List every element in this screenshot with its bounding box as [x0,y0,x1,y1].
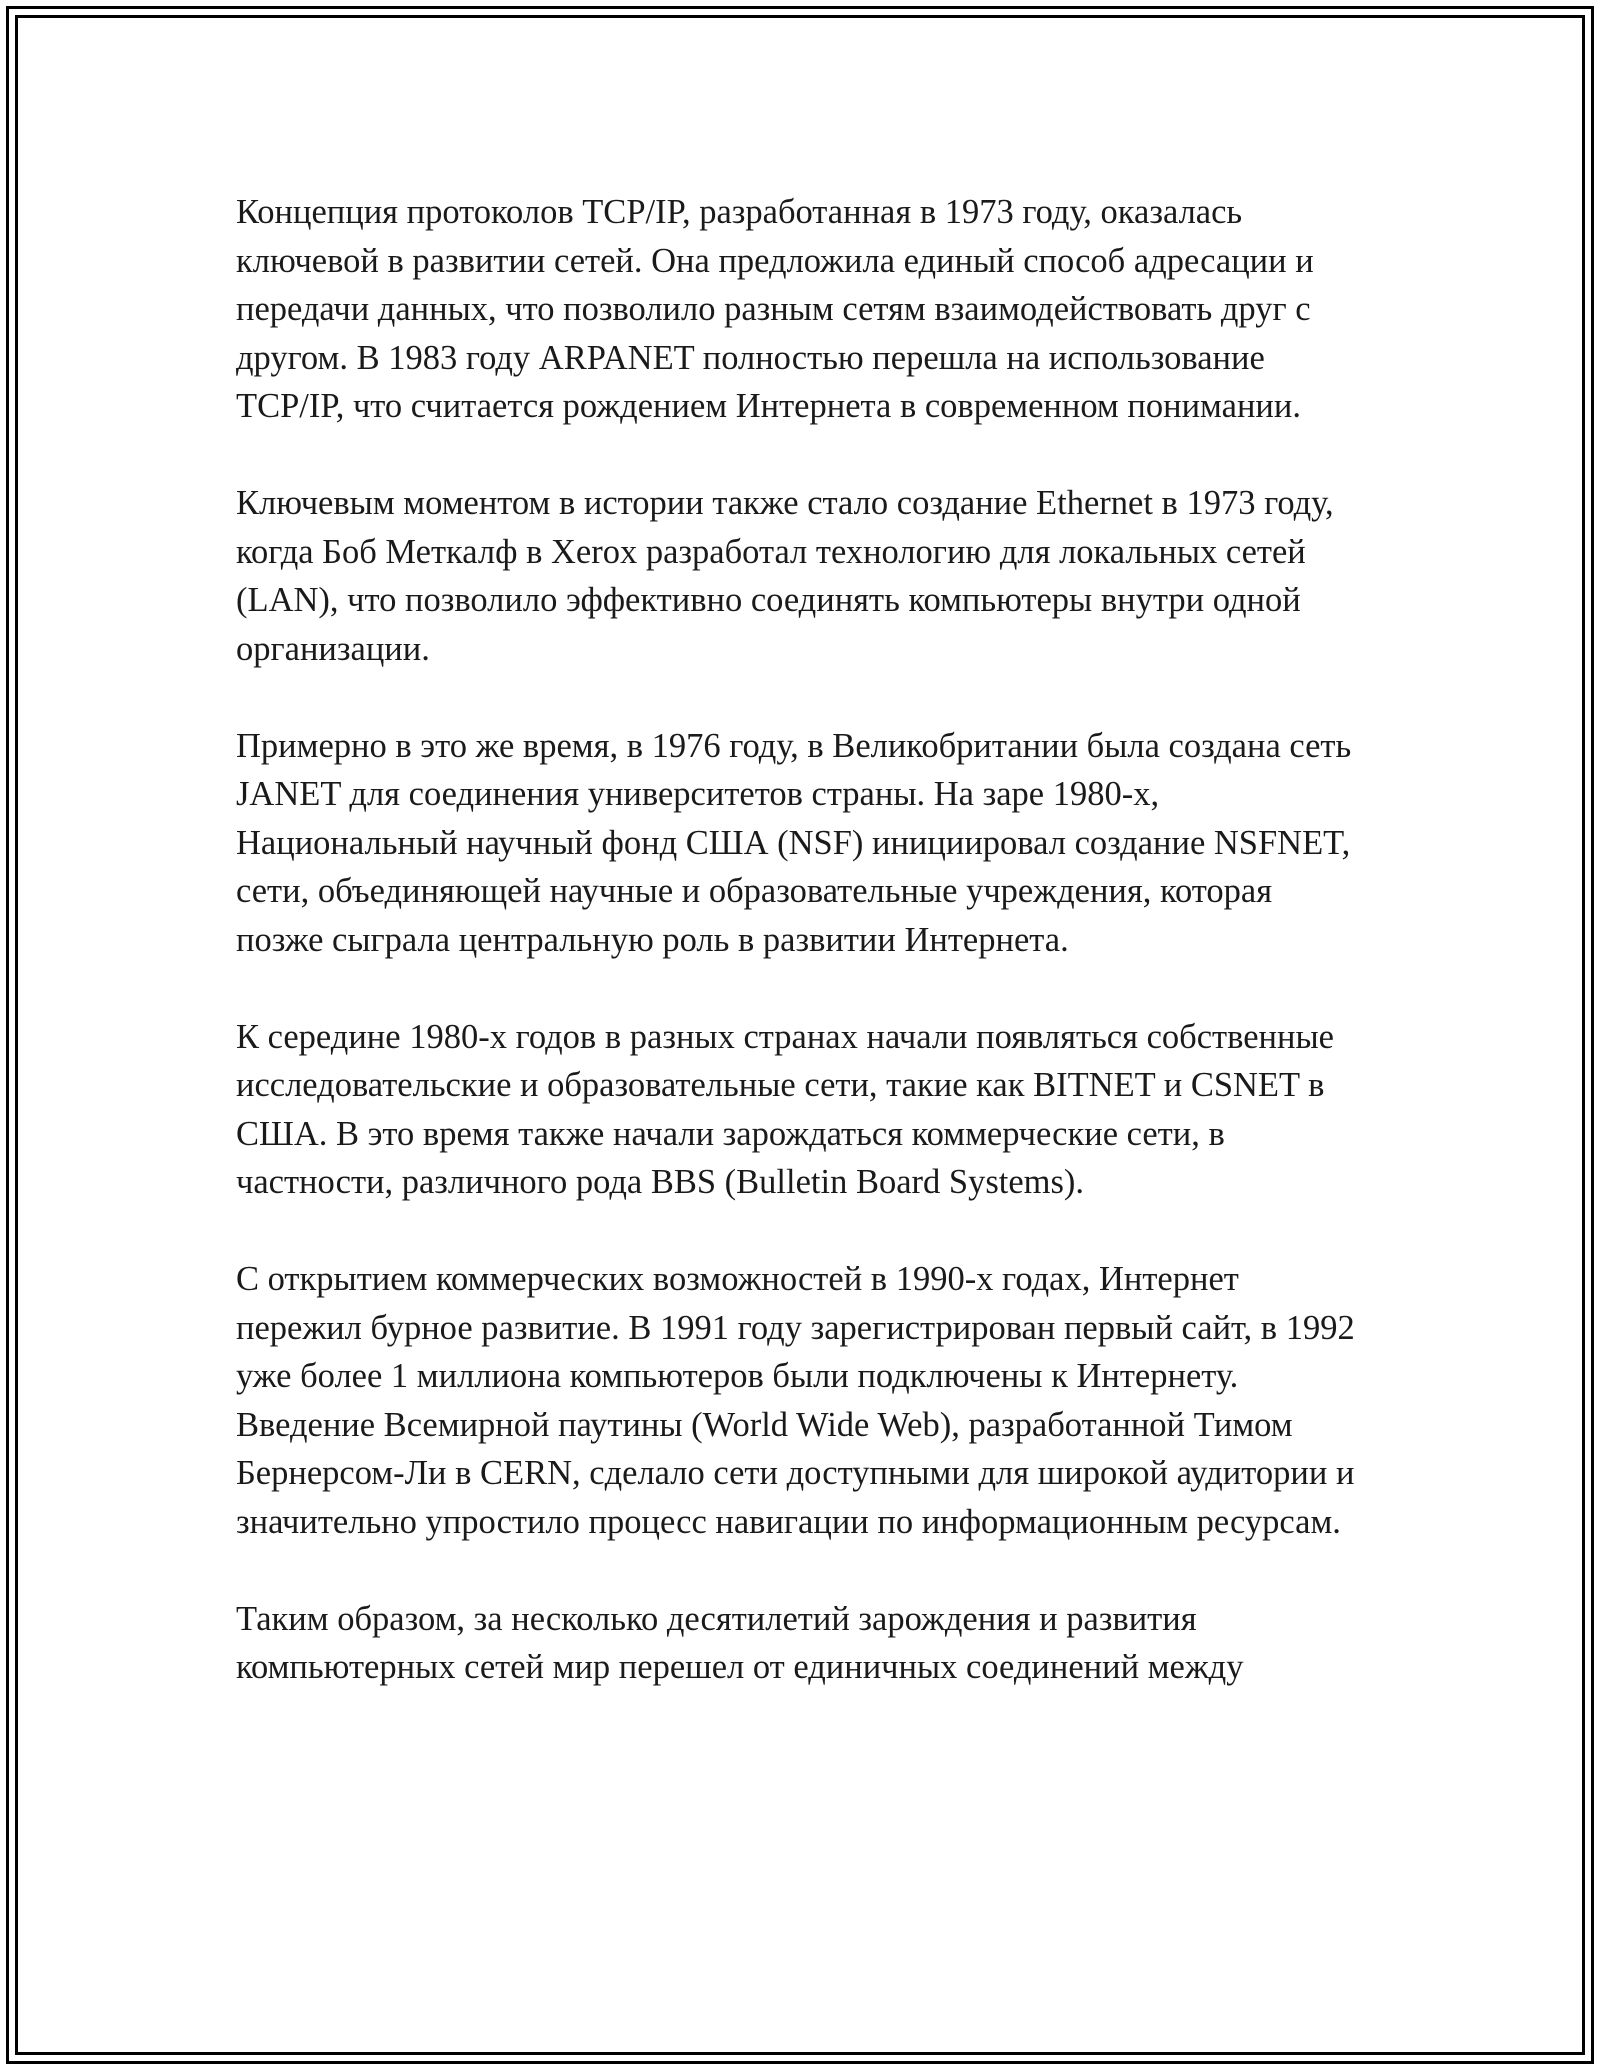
paragraph-janet-nsfnet: Примерно в это же время, в 1976 году, в Великобритании была создана сеть JANET для соединения университетов страны. На заре 1980-х, Национальный научный фонд США (NSF) инициировал создание NSFNET, сети, объединяющей научные и образовательные учреждения, которая позже сыграла центральную роль в развитии Интернета. [236,726,1352,959]
document-body [236,188,1366,1740]
paragraph-conclusion: Таким образом, за несколько десятилетий зарождения и развития компьютерных сетей мир перешел от единичных соединений между [236,1599,1244,1686]
paragraph-bitnet-csnet: К середине 1980-х годов в разных странах начали появляться собственные исследовательские и образовательные сети, такие как BITNET и CSNET в США. В это время также начали зарождаться коммерческие сети, в частности, различного рода BBS (Bulletin Board Systems). [236,1017,1334,1201]
paragraph-ethernet: Ключевым моментом в истории также стало создание Ethernet в 1973 году, когда Боб Меткалф в Xerox разработал технологию для локальных сетей (LAN), что позволило эффективно соединять компьютеры внутри одной организации. [236,484,1334,668]
paragraph-www: С открытием коммерческих возможностей в 1990-х годах, Интернет пережил бурное развитие. В 1991 году зарегистрирован первый сайт, в 1992 уже более 1 миллиона компьютеров были подключены к Интернету. Введение Всемирной паутины (World Wide Web), разработанной Тимом Бернерсом-Ли в CERN, сделало сети доступными для широкой аудитории и значительно упростило процесс навигации по информационным ресурсам. [236,1260,1355,1541]
paragraph-tcp-ip: Концепция протоколов TCP/IP, разработанная в 1973 году, оказалась ключевой в развитии сетей. Она предложила единый способ адресации и передачи данных, что позволило разным сетям взаимодействовать друг с другом. В 1983 году ARPANET полностью перешла на использование TCP/IP, что считается рождением Интернета в современном понимании. [236,193,1314,425]
